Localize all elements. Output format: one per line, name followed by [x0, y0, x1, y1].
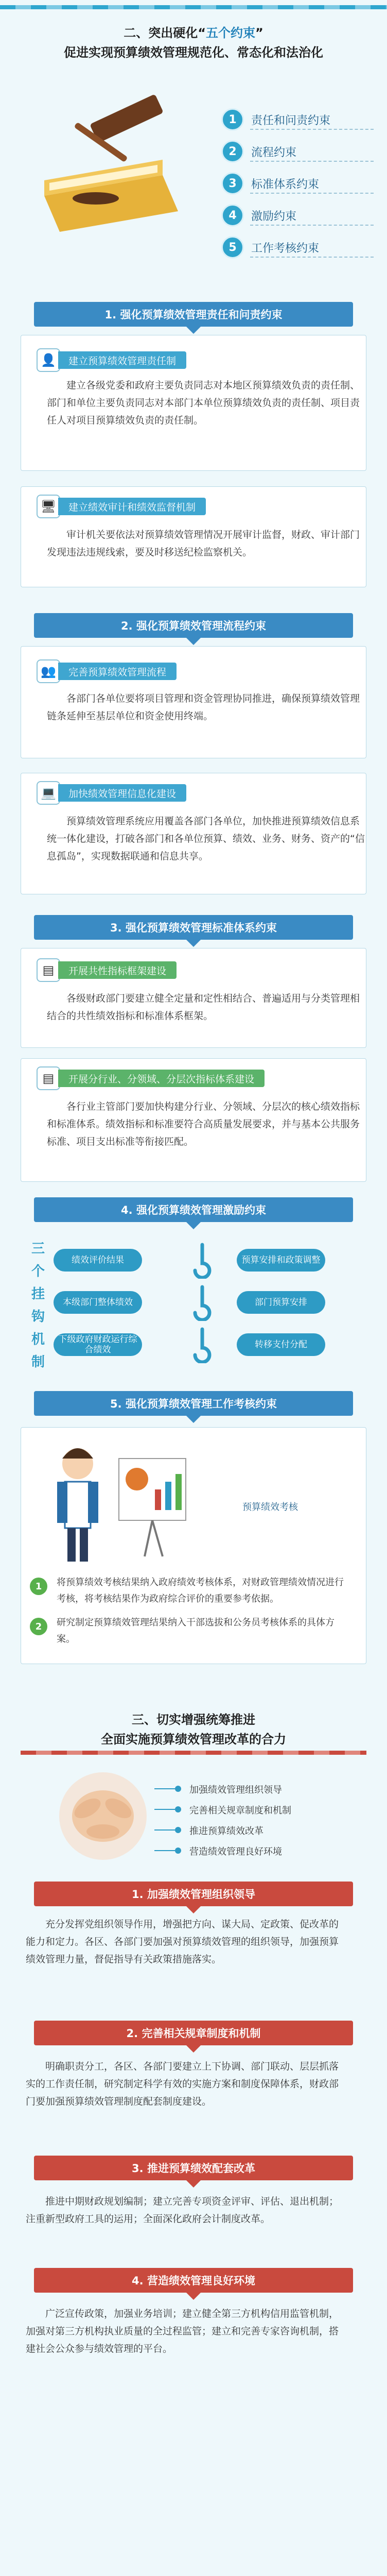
right-box-2: 部门预算安排 [237, 1291, 325, 1314]
section-title: 二、突出硬化“五个约束” [124, 26, 263, 40]
left-box-3: 下级政府财政运行综合绩效 [54, 1333, 142, 1356]
connector-line [154, 1809, 175, 1810]
s1-sub1: 👤 建立预算绩效管理责任制 [37, 351, 186, 369]
constraint-number: 2 [221, 140, 244, 163]
stacked-bars-icon: ▤ [37, 1066, 60, 1090]
p4-banner: 4. 营造绩效管理良好环境 [34, 2268, 353, 2293]
bullet-dot [175, 1786, 181, 1792]
gavel-folder-illustration [34, 77, 183, 247]
dashed-divider [250, 225, 374, 226]
constraint-item [221, 236, 319, 259]
s3-sub1: ▤ 开展共性指标框架建设 [37, 961, 177, 979]
constraint-label: 工作考核约束 [251, 242, 320, 255]
s2-card2 [21, 773, 366, 894]
s2-banner: 2. 强化预算绩效管理流程约束 [34, 613, 353, 638]
s2-body1: 各部门各单位要将项目管理和资金管理协同推进，确保预算绩效管理链条延伸至基层单位和资金使用终端。 [47, 693, 360, 722]
constraint-item [221, 108, 330, 131]
left-box-1: 绩效评价结果 [54, 1249, 142, 1272]
hook-icon [188, 1327, 216, 1363]
dashed-divider [250, 193, 374, 194]
s1-sub2: 🖥 建立绩效审计和绩效监督机制 [37, 497, 206, 516]
p4-body: 广泛宣传政策，加强业务培训；建立健全第三方机构信用监管机制，加强对第三方机构执业质量的全过程监管；建立和完善专家咨询机制，搭建社会公众参与绩效管理的平台。 [26, 2308, 339, 2354]
s1-body1: 建立各级党委和政府主要负责同志对本地区预算绩效负责的责任制、部门和单位主要负责同志对本部门本单位预算绩效负责的责任制、项目责任人对项目预算绩效负责的责任制。 [47, 380, 360, 426]
s4-banner: 4. 强化预算绩效管理激励约束 [34, 1197, 353, 1222]
constraint-number: 1 [221, 108, 244, 131]
bullet-dot [175, 1848, 181, 1854]
board-label: 预算绩效考核 [242, 1502, 298, 1513]
s3-sub2: ▤ 开展分行业、分领域、分层次指标体系建设 [37, 1069, 265, 1088]
s3-card2 [21, 1058, 366, 1182]
section-subtitle: 促进实现预算绩效管理规范化、常态化和法治化 [64, 45, 323, 60]
right-box-1: 预算安排和政策调整 [237, 1249, 325, 1272]
dashed-divider [250, 257, 374, 258]
s2-sub1: 👥 完善预算绩效管理流程 [37, 662, 177, 681]
s5-banner: 5. 强化预算绩效管理工作考核约束 [34, 1391, 353, 1416]
hands-circle-illustration [51, 1767, 154, 1865]
constraint-label: 流程约束 [251, 146, 297, 159]
vertical-char: 三 [31, 1241, 45, 1257]
monitor-icon: 🖥 [37, 495, 60, 518]
bullet-dot [175, 1806, 181, 1812]
dashed-divider [250, 161, 374, 162]
s1-card2 [21, 486, 366, 587]
team-icon: 👥 [37, 659, 60, 683]
s3-body2: 各行业主管部门要加快构建分行业、分领域、分层次的核心绩效指标和标准体系。绩效指标和标准要符合高质量发展要求，并与基本公共服务标准、项目支出标准等衔接匹配。 [47, 1101, 360, 1147]
part3-title: 三、切实增强统筹推进 [132, 1713, 255, 1727]
note-number: 2 [30, 1618, 47, 1635]
decor-line [21, 1751, 366, 1755]
constraint-number: 3 [221, 172, 244, 195]
s1-banner: 1. 强化预算绩效管理责任和问责约束 [34, 302, 353, 327]
note-number: 1 [30, 1578, 47, 1595]
hook-icon [188, 1285, 216, 1321]
s3-banner: 3. 强化预算绩效管理标准体系约束 [34, 915, 353, 940]
s2-sub2: 💻 加快绩效管理信息化建设 [37, 784, 186, 802]
vertical-char: 制 [31, 1354, 45, 1370]
p3-body: 推进中期财政规划编制；建立完善专项资金评审、评估、退出机制；注重新型政府工具的运用；全面深化政府会计制度改革。 [26, 2196, 339, 2225]
constraint-number: 5 [221, 236, 244, 259]
top-decor-line [0, 5, 387, 9]
p2-body: 明确职责分工，各区、各部门要建立上下协调、部门联动、层层抓落实的工作责任制，研究制定科学有效的实施方案和制度保障体系，财政部门要加强预算绩效管理制度配套制度建设。 [26, 2061, 339, 2107]
constraint-item [221, 140, 296, 163]
constraint-label: 激励约束 [251, 210, 297, 223]
constraint-item [221, 204, 296, 227]
s1-card [21, 335, 366, 471]
hook-icon [188, 1243, 216, 1279]
note-text: 将预算绩效考核结果纳入政府绩效考核体系，对财政管理绩效情况进行考核，将考核结果作为政府综合评价的重要参考依据。 [57, 1577, 344, 1604]
bullet-text: 推进预算绩效改革 [189, 1826, 263, 1837]
constraint-item [221, 172, 319, 195]
note-text: 研究制定预算绩效管理结果纳入干部选拔和公务员考核体系的具体方案。 [57, 1617, 335, 1645]
presenter-illustration [42, 1438, 196, 1567]
constraint-number: 4 [221, 204, 244, 227]
p1-body: 充分发挥党组织领导作用，增强把方向、谋大局、定政策、促改革的能力和定力。各区、各部门要加强对预算绩效管理的组织领导，加强预算绩效管理力量，督促指导有关政策措施落实。 [26, 1919, 339, 1965]
vertical-char: 个 [31, 1264, 45, 1279]
s3-card [21, 948, 366, 1048]
dashed-divider [250, 129, 374, 130]
constraint-label: 标准体系约束 [251, 178, 320, 191]
p3-banner: 3. 推进预算绩效配套改革 [34, 2156, 353, 2180]
vertical-char: 钩 [31, 1309, 45, 1325]
vertical-char: 机 [31, 1332, 45, 1347]
p2-banner: 2. 完善相关规章制度和机制 [34, 2021, 353, 2045]
vertical-char: 挂 [31, 1286, 45, 1302]
left-box-2: 本级部门整体绩效 [54, 1291, 142, 1314]
connector-line [154, 1788, 175, 1789]
part3-subtitle: 全面实施预算绩效管理改革的合力 [101, 1732, 286, 1747]
bullet-text: 加强绩效管理组织领导 [189, 1785, 282, 1795]
person-question-icon: 👤 [37, 348, 60, 372]
laptop-icon: 💻 [37, 781, 60, 805]
bullet-dot [175, 1827, 181, 1833]
connector-line [154, 1850, 175, 1851]
p1-banner: 1. 加强绩效管理组织领导 [34, 1882, 353, 1906]
constraint-label: 责任和问责约束 [251, 114, 331, 127]
right-box-3: 转移支付分配 [237, 1333, 325, 1356]
stacked-bars-icon: ▤ [37, 958, 60, 982]
s2-card [21, 646, 366, 758]
bullet-text: 完善相关规章制度和机制 [189, 1805, 291, 1816]
bullet-text: 营造绩效管理良好环境 [189, 1846, 282, 1857]
s1-body2: 审计机关要依法对预算绩效管理情况开展审计监督，财政、审计部门发现违法违规线索，要及时移送纪检监察机关。 [47, 529, 360, 558]
s2-body2: 预算绩效管理系统应用覆盖各部门各单位，加快推进预算绩效信息系统一体化建设，打破各部门和各单位预算、绩效、业务、财务、资产的“信息孤岛”，实现数据联通和信息共享。 [47, 816, 365, 862]
connector-line [154, 1829, 175, 1831]
s3-body1: 各级财政部门要建立健全定量和定性相结合、普遍适用与分类管理相结合的共性绩效指标和标准体系框架。 [47, 993, 360, 1022]
